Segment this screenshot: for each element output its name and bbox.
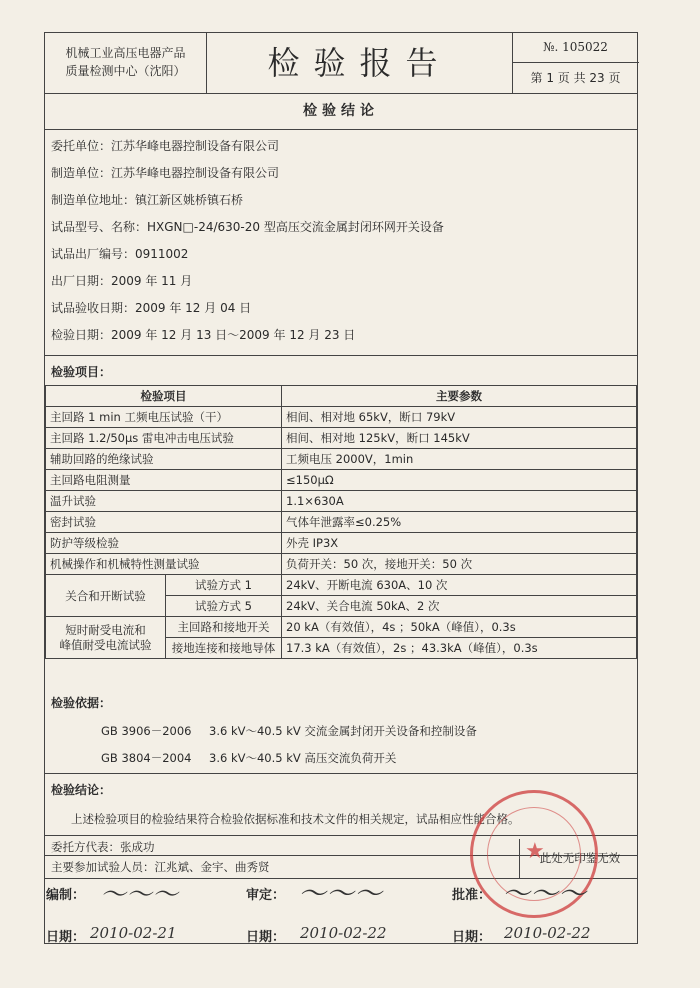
param-cell: 相间、相对地 125kV，断口 145kV (282, 428, 637, 449)
org-line-1: 机械工业高压电器产品 (65, 46, 186, 60)
param-cell: 24kV、开断电流 630A、10 次 (282, 575, 637, 596)
participants: 主要参加试验人员：江兆斌、金宇、曲秀贤 (51, 860, 270, 874)
report-header (45, 33, 637, 94)
section-title: 检验结论 (45, 93, 637, 130)
receive-date-line: 试品验收日期：2009 年 12 月 04 日 (51, 301, 252, 315)
test-items-table (45, 385, 637, 659)
header-params: 主要参数 (282, 386, 637, 407)
param-cell: 1.1×630A (282, 491, 637, 512)
param-cell: 负荷开关：50 次，接地开关：50 次 (282, 554, 637, 575)
compiled-date: 2010-02-21 (90, 924, 177, 942)
seal-star-icon: ★ (525, 839, 545, 864)
item-cell: 辅助回路的绝缘试验 (46, 449, 282, 470)
model-line: 试品型号、名称：HXGN□-24/630-20 型高压交流金属封闭环网开关设备 (51, 220, 444, 234)
divider (45, 355, 637, 356)
param-cell: 17.3 kA（有效值），2s ；43.3kA（峰值），0.3s (282, 638, 637, 659)
item-cell: 主回路 1 min 工频电压试验（干） (46, 407, 282, 428)
item-cell: 温升试验 (46, 491, 282, 512)
table-row (46, 512, 637, 533)
basis-code: GB 3906－2006 (101, 724, 192, 738)
sub-item-cell: 主回路和接地开关 (166, 617, 282, 638)
report-number: №. 105022 (512, 33, 639, 63)
items-label: 检验项目： (51, 365, 112, 379)
item-cell: 防护等级检验 (46, 533, 282, 554)
divider (45, 773, 637, 774)
address-line: 制造单位地址：镇江新区姚桥镇石桥 (51, 193, 244, 207)
seal-note: 此处无印鉴无效 (519, 839, 640, 878)
item-cell: 主回路电阻测量 (46, 470, 282, 491)
compiled-label: 编制： (46, 888, 86, 903)
table-row (46, 533, 637, 554)
param-cell: 气体年泄露率≤0.25% (282, 512, 637, 533)
item-cell: 机械操作和机械特性测量试验 (46, 554, 282, 575)
conclusion-label: 检验结论： (51, 783, 112, 797)
sub-item-cell: 试验方式 1 (166, 575, 282, 596)
client-rep: 委托方代表：张成功 (51, 840, 155, 854)
table-row (46, 407, 637, 428)
issuing-organization (45, 33, 207, 93)
table-row (46, 491, 637, 512)
group-cell: 关合和开断试验 (46, 575, 166, 617)
conclusion-text: 上述检验项目的检验结果符合检验依据标准和技术文件的相关规定，试品相应性能合格。 (71, 812, 520, 826)
param-cell: 20 kA（有效值），4s ；50kA（峰值），0.3s (282, 617, 637, 638)
item-cell: 密封试验 (46, 512, 282, 533)
page-info: 第 1 页 共 23 页 (530, 71, 621, 85)
sub-item-cell: 接地连接和接地导体 (166, 638, 282, 659)
sub-item-cell: 试验方式 5 (166, 596, 282, 617)
client-line: 委托单位：江苏华峰电器控制设备有限公司 (51, 139, 280, 153)
approver-signature: 〜〜〜 (502, 877, 587, 910)
compiler-signature: 〜〜〜 (100, 880, 179, 910)
manufacturer-line: 制造单位：江苏华峰电器控制设备有限公司 (51, 166, 280, 180)
date-label-reviewed: 日期： (246, 930, 286, 945)
serial-line: 试品出厂编号：0911002 (51, 247, 189, 261)
reviewed-date: 2010-02-22 (300, 924, 387, 942)
date-label-compiled: 日期： (46, 930, 86, 945)
header-item: 检验项目 (46, 386, 282, 407)
group-name-line-1: 短时耐受电流和 (65, 622, 146, 637)
item-cell: 主回路 1.2/50μs 雷电冲击电压试验 (46, 428, 282, 449)
org-line-2: 质量检测中心（沈阳） (65, 64, 186, 78)
basis-code: GB 3804－2004 (101, 751, 192, 765)
table-row (46, 575, 637, 596)
basis-label: 检验依据： (51, 696, 112, 710)
param-cell: 相间、相对地 65kV，断口 79kV (282, 407, 637, 428)
report-title: 检验报告 (207, 33, 513, 93)
param-cell: 外壳 IP3X (282, 533, 637, 554)
group-cell (46, 617, 166, 659)
basis-desc: 3.6 kV～40.5 kV 交流金属封闭开关设备和控制设备 (209, 724, 477, 738)
approved-label: 批准： (452, 888, 492, 903)
group-name-line-2: 峰值耐受电流试验 (59, 637, 152, 652)
table-row (46, 617, 637, 638)
date-label-approved: 日期： (452, 930, 492, 945)
table-row (46, 554, 637, 575)
table-header-row (46, 386, 637, 407)
param-cell: ≤150μΩ (282, 470, 637, 491)
reviewed-label: 审定： (246, 888, 286, 903)
table-row (46, 470, 637, 491)
param-cell: 24kV、关合电流 50kA、2 次 (282, 596, 637, 617)
table-row (46, 428, 637, 449)
reviewer-signature: 〜〜〜 (298, 877, 383, 910)
param-cell: 工频电压 2000V，1min (282, 449, 637, 470)
approved-date: 2010-02-22 (504, 924, 591, 942)
basis-desc: 3.6 kV～40.5 kV 高压交流负荷开关 (209, 751, 397, 765)
test-date-line: 检验日期：2009 年 12 月 13 日～2009 年 12 月 23 日 (51, 328, 356, 342)
table-row (46, 449, 637, 470)
manufacture-date-line: 出厂日期：2009 年 11 月 (51, 274, 193, 288)
